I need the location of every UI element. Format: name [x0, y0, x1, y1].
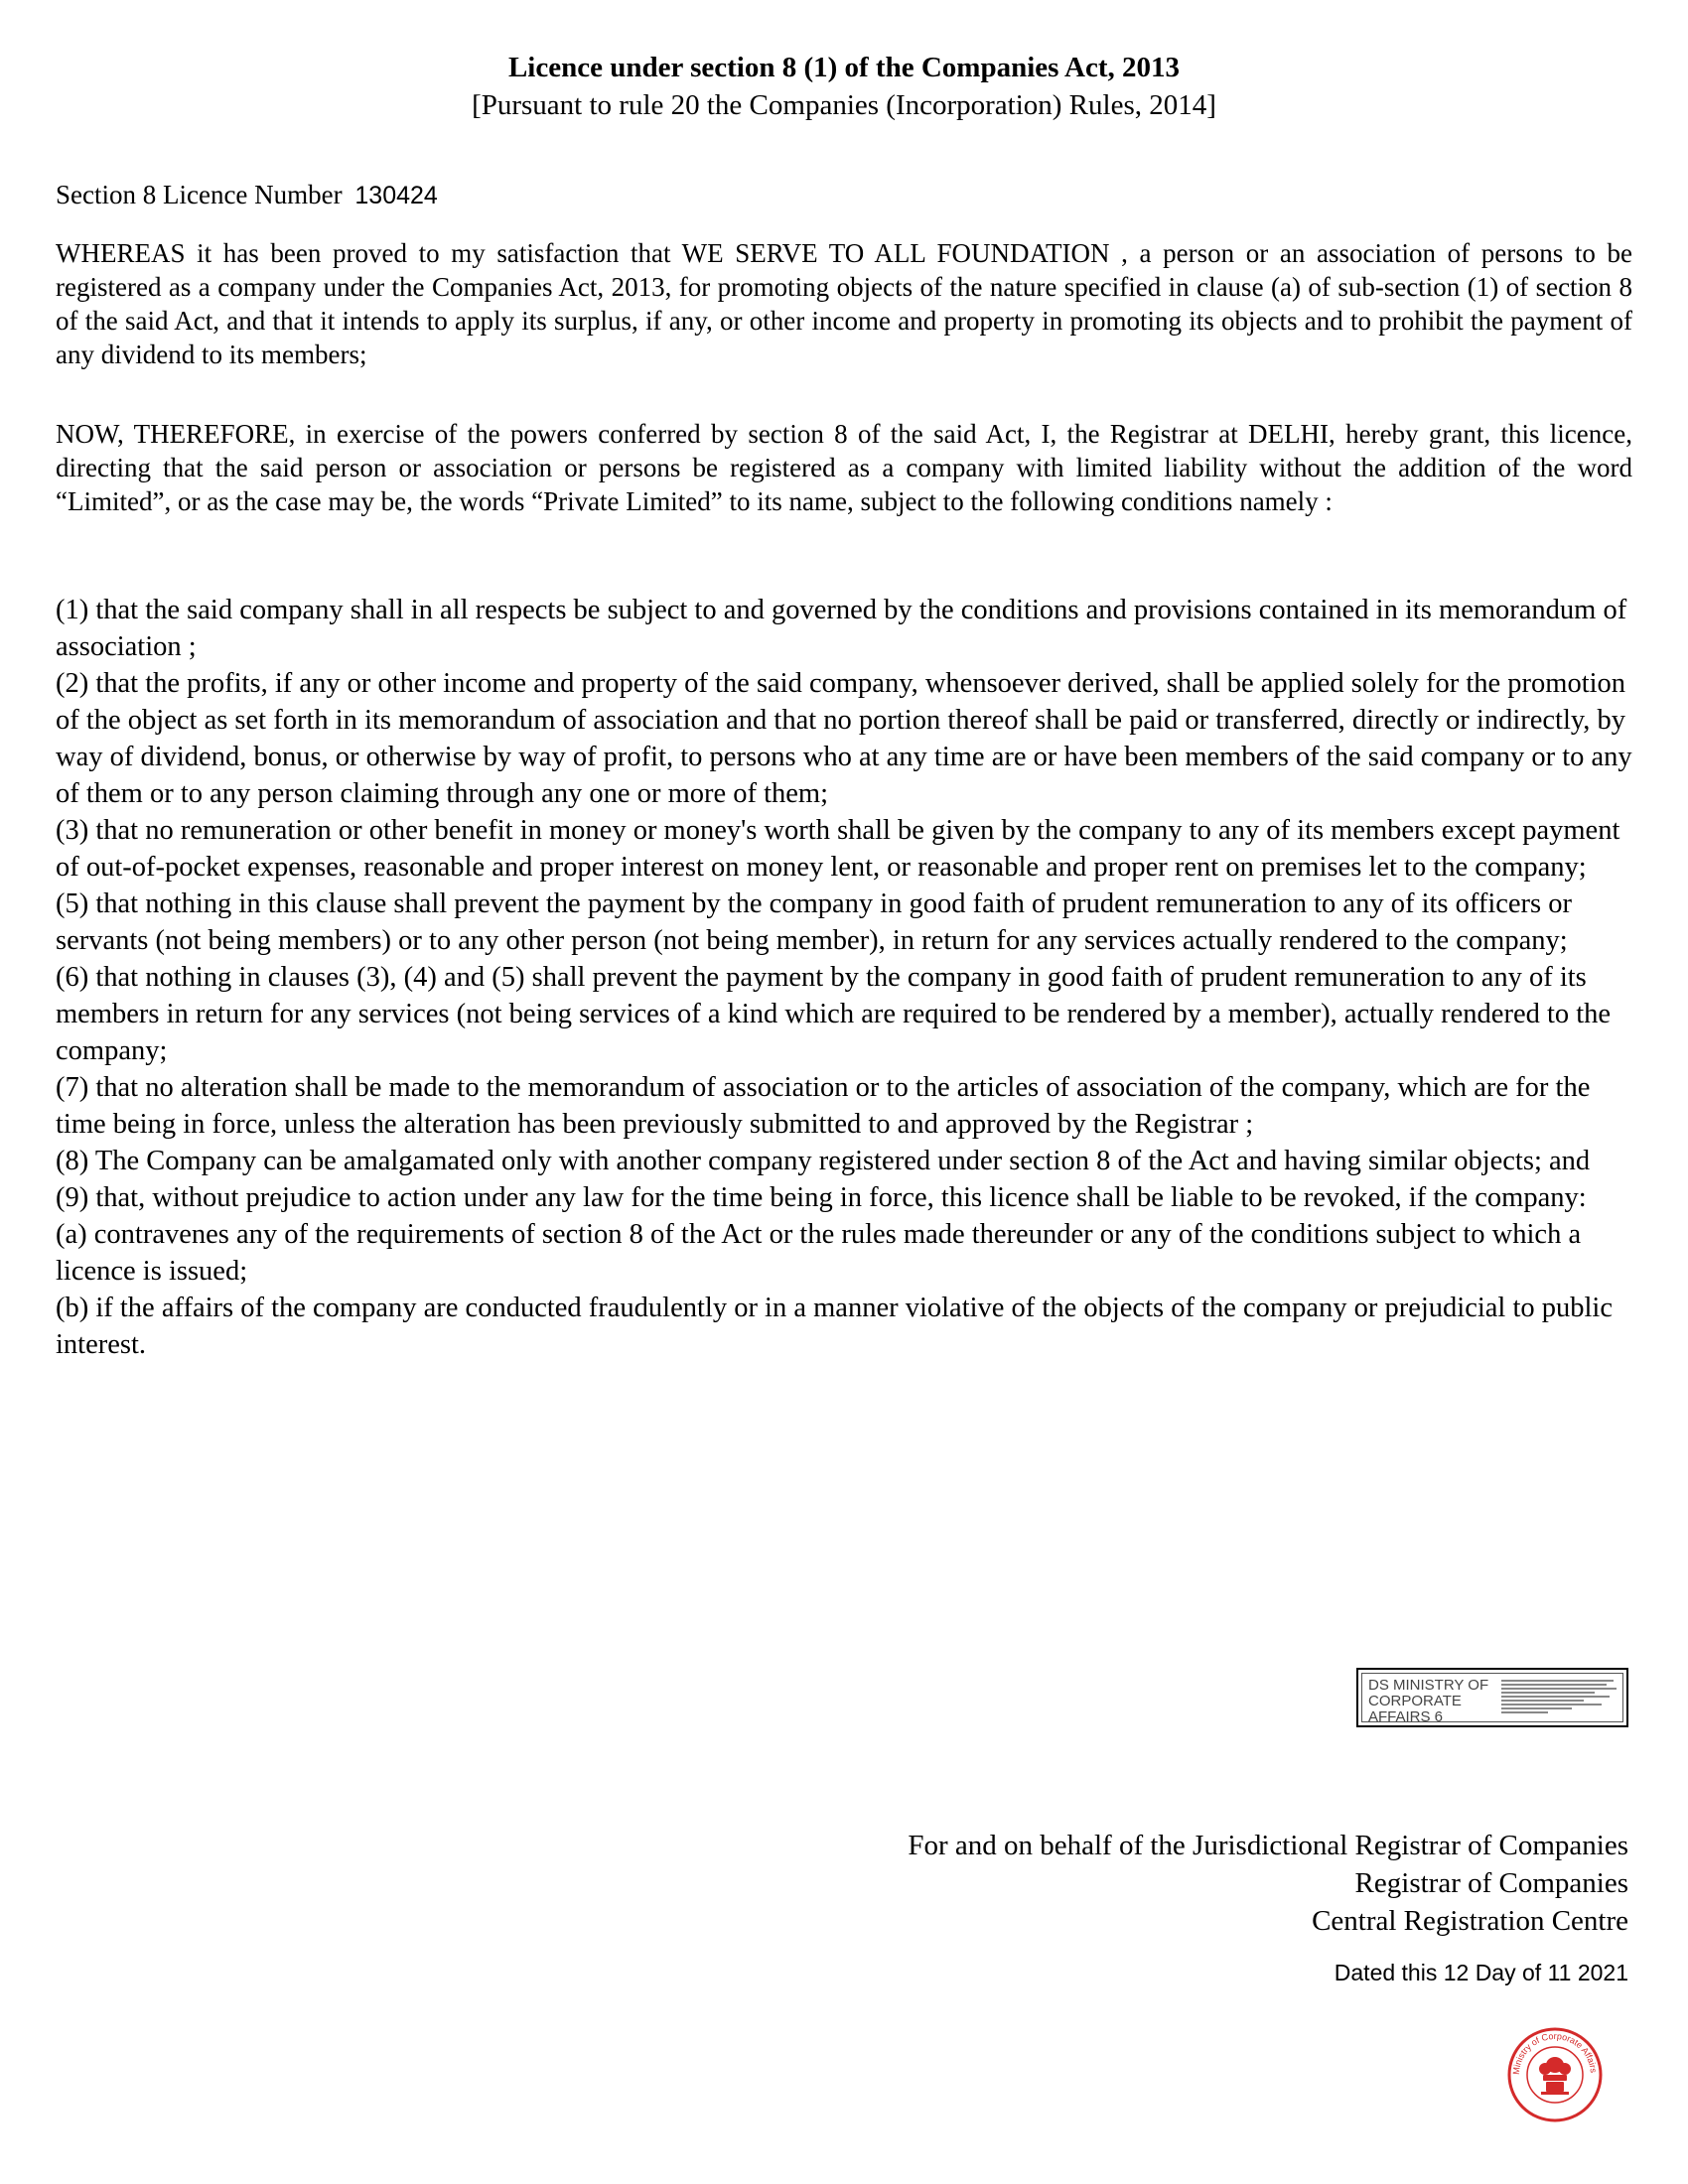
whereas-paragraph: WHEREAS it has been proved to my satisfaction that WE SERVE TO ALL FOUNDATION , a person or an association of persons to be registered as a company under the Companies Act, 2013, for promoting objects of the nature specified in clause (a) of sub-section (1) of section 8 of the said Act, and that it intends to apply its surplus, if any, or other income and property in promoting its objects and to prohibit the payment of any dividend to its members; [56, 238, 1632, 369]
emblem-icon [1539, 2057, 1571, 2095]
licence-number-line [56, 177, 438, 213]
seal-text: Ministry of Corporate Affairs [1510, 2030, 1599, 2076]
signature-details-icon [1501, 1678, 1618, 1723]
document-subtitle: [Pursuant to rule 20 the Companies (Incorporation) Rules, 2014] [472, 89, 1216, 121]
digital-signature-text: DS MINISTRY OF CORPORATE AFFAIRS 6 [1368, 1677, 1489, 1725]
condition-item: (1) that the said company shall in all respects be subject to and governed by the conditions and provisions contained in its memorandum of association ; [56, 595, 1627, 662]
condition-item: (7) that no alteration shall be made to the memorandum of association or to the articles of association of the company, which are for the time being in force, unless the alteration has been previously submitted to and approved by the Registrar ; [56, 1072, 1591, 1140]
condition-item: (2) that the profits, if any or other income and property of the said company, whensoever derived, shall be applied solely for the promotion of the object as set forth in its memorandum of association and that no portion thereof shall be paid or transferred, directly or indirectly, by way of dividend, bonus, or otherwise by way of profit, to persons who at any time are or have been members of the said company or to any of them or to any person claiming through any one or more of them; [56, 668, 1632, 809]
signature-line-behalf: For and on behalf of the Jurisdictional Registrar of Companies [908, 1830, 1628, 1861]
ministry-seal-icon [1505, 2025, 1605, 2124]
condition-item: (3) that no remuneration or other benefit in money or money's worth shall be given by the company to any of its members except payment of out-of-pocket expenses, reasonable and proper interest on money lent, or reasonable and proper rent on premises let to the company; [56, 815, 1620, 883]
digital-signature-box[interactable] [1356, 1668, 1628, 1727]
condition-item: (6) that nothing in clauses (3), (4) and (5) shall prevent the payment by the company in good faith of prudent remuneration to any of its members in return for any services (not being services of a kind which are required to be rendered by a member), actually rendered to the company; [56, 962, 1612, 1066]
now-therefore-paragraph: NOW, THEREFORE, in exercise of the powers conferred by section 8 of the said Act, I, the Registrar at DELHI, hereby grant, this licence, directing that the said person or association or persons be registered as a company with limited liability without the addition of the word “Limited”, or as the case may be, the words “Private Limited” to its name, subject to the following conditions namely : [56, 419, 1632, 516]
conditions-list [56, 592, 1634, 1363]
signature-line-centre: Central Registration Centre [1312, 1905, 1628, 1937]
licence-number-value: 130424 [354, 182, 438, 209]
digital-signature-frame [1361, 1673, 1623, 1725]
signature-block [908, 1827, 1628, 1940]
dated-line: Dated this 12 Day of 11 2021 [1334, 1960, 1628, 1985]
condition-item: (8) The Company can be amalgamated only with another company registered under section 8 of the Act and having similar objects; and [56, 1146, 1591, 1176]
licence-number-label: Section 8 Licence Number [56, 180, 343, 209]
condition-item: (5) that nothing in this clause shall prevent the payment by the company in good faith of prudent remuneration to any of its officers or servants (not being members) or to any other person (not being member), in return for any services actually rendered to the company; [56, 888, 1573, 956]
condition-item: (a) contravenes any of the requirements of section 8 of the Act or the rules made thereunder or any of the conditions subject to which a licence is issued; [56, 1219, 1582, 1287]
condition-item: (b) if the affairs of the company are conducted fraudulently or in a manner violative of the objects of the company or prejudicial to public interest. [56, 1293, 1614, 1360]
condition-item: (9) that, without prejudice to action under any law for the time being in force, this licence shall be liable to be revoked, if the company: [56, 1182, 1587, 1213]
signature-line-registrar: Registrar of Companies [1354, 1867, 1628, 1899]
document-title: Licence under section 8 (1) of the Companies Act, 2013 [507, 52, 1181, 83]
